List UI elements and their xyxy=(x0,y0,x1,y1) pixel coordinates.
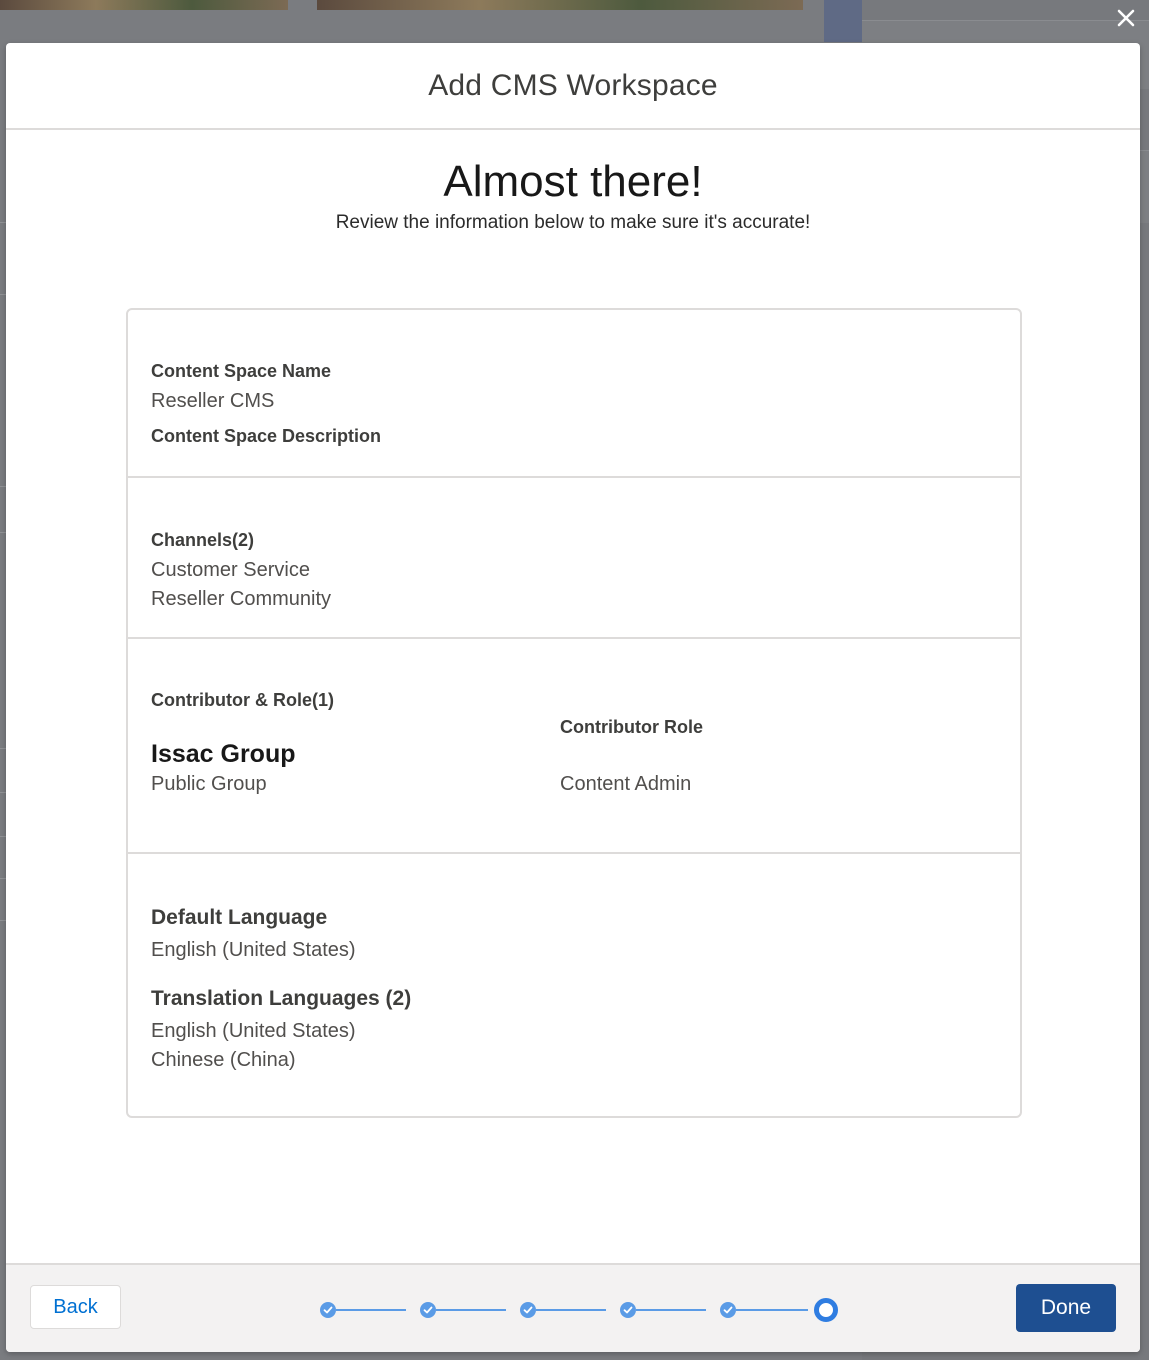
channels-label: Channels(2) xyxy=(151,530,255,550)
contributor-name: Issac Group xyxy=(151,740,296,768)
progress-step-5[interactable] xyxy=(720,1302,736,1318)
progress-indicator xyxy=(312,1297,842,1323)
content-space-section xyxy=(128,310,1020,478)
back-button[interactable]: Back xyxy=(30,1285,121,1329)
translation-language-item: English (United States) xyxy=(151,1020,356,1042)
modal-header xyxy=(6,43,1140,130)
progress-step-4[interactable] xyxy=(620,1302,636,1318)
check-icon xyxy=(623,1305,633,1315)
progress-connector xyxy=(636,1309,706,1311)
contributor-role-value: Content Admin xyxy=(560,773,692,795)
done-button[interactable]: Done xyxy=(1016,1284,1116,1332)
contributor-role-label: Contributor & Role(1) xyxy=(151,690,334,710)
progress-step-6-current[interactable] xyxy=(814,1298,838,1322)
contributor-type: Public Group xyxy=(151,773,267,795)
content-space-name-value: Reseller CMS xyxy=(151,390,275,412)
progress-step-2[interactable] xyxy=(420,1302,436,1318)
close-icon[interactable] xyxy=(1113,5,1139,31)
translation-languages-label: Translation Languages (2) xyxy=(151,987,412,1010)
content-space-name-label: Content Space Name xyxy=(151,361,332,381)
page-heading: Almost there! xyxy=(443,157,703,206)
progress-connector xyxy=(336,1309,406,1311)
check-icon xyxy=(323,1305,333,1315)
default-language-value: English (United States) xyxy=(151,939,356,961)
page-subheading: Review the information below to make sure it's accurate! xyxy=(335,212,811,233)
check-icon xyxy=(423,1305,433,1315)
default-language-label: Default Language xyxy=(151,906,328,929)
languages-section xyxy=(128,854,1020,1116)
review-summary-card xyxy=(126,308,1022,1118)
check-icon xyxy=(523,1305,533,1315)
background-card-image xyxy=(317,0,803,10)
progress-connector xyxy=(536,1309,606,1311)
background-card-image xyxy=(0,0,288,10)
progress-connector xyxy=(736,1309,808,1311)
contributors-section xyxy=(128,639,1020,854)
add-cms-workspace-modal xyxy=(6,43,1140,1352)
progress-connector xyxy=(436,1309,506,1311)
review-intro xyxy=(6,130,1140,234)
channel-item: Customer Service xyxy=(151,559,310,581)
progress-step-1[interactable] xyxy=(320,1302,336,1318)
contributor-role-header: Contributor Role xyxy=(560,717,703,737)
modal-title: Add CMS Workspace xyxy=(428,68,718,102)
translation-language-item: Chinese (China) xyxy=(151,1049,296,1071)
check-icon xyxy=(723,1305,733,1315)
channels-section xyxy=(128,478,1020,639)
background-strip xyxy=(824,0,862,42)
modal-footer xyxy=(6,1263,1140,1352)
channel-item: Reseller Community xyxy=(151,588,332,610)
progress-step-3[interactable] xyxy=(520,1302,536,1318)
content-space-description-label: Content Space Description xyxy=(151,426,382,446)
